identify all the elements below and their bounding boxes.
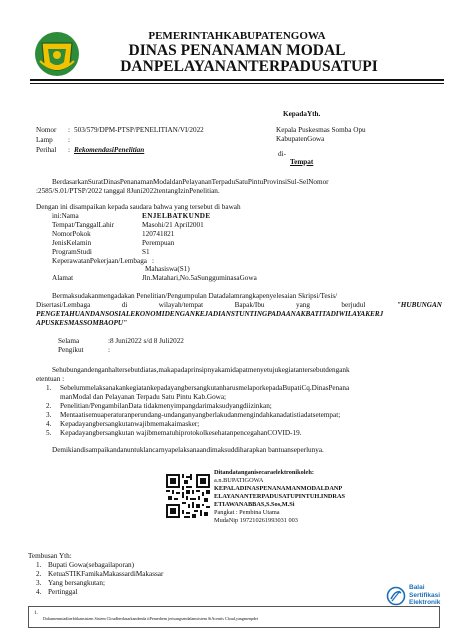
field-label: JenisKelamin [52,239,92,247]
field-label: Alamat [52,274,74,282]
para4-line2: etentuan : [36,375,65,383]
header-rule [30,79,444,81]
bsre-text-1: Balai [409,584,425,591]
bsre-text-2: Sertifikasi [409,591,441,599]
para3-line1: Bermaksudakanmengadakan Penelitian/Pengumpulan Datadalamrangkapenyelesaian Skripsi/Tesis/ [52,292,338,300]
cc-item: KetuaSTIKFamikaMakassardiMakassar [48,570,164,578]
cc-item: Yang bersangkutan; [48,579,105,587]
footer-disclaimer-box [28,606,440,628]
condition-number: 2. [46,402,52,410]
condition-text: Kepadayangbersangkutan wajibmematuhiprotokolkesehatanpencegahanCOVID-19. [60,429,302,437]
footer-text: Dokumenmiaditerbitkansistem Sistem Cloudberdasarkandenda tiPemerbem jerisangsendalamsistem SiAcentis Cloud,yangmenpdet [43,616,258,621]
recipient-place: Tempat [290,158,314,166]
signature-title-2: ELAYANANTERPADUSATUPINTUH.INDRAS [214,493,346,500]
research-title-line2: APUSKESMASSOMBAOPU" [36,319,128,327]
recipient-city: KabupatenGowa [276,135,325,143]
condition-text: Mentaatisemuaperaturanperundang-undanganyangberlakudanmengindahkanadatistiadatsetempat; [60,411,341,419]
recipient-name: Kepala Puskesmas Somba Opu [276,126,366,134]
condition-number: 5. [46,429,52,437]
condition-number: 4. [46,420,52,428]
nomor-label: Nomor [36,126,57,134]
field-value-program: S1 [142,248,150,256]
electronic-signature [214,469,398,527]
field-value-name: ENJELBATKUNDE [142,212,211,220]
field-value-address: Jln.Matahari,No.5aSungguminasaGowa [142,274,257,282]
bsre-text-3: Elektronik [409,599,441,606]
followers-label: Pengikut [58,346,84,354]
research-title-line1: PENGETAHUANDANSOSIALEKONOMIDENGANKEJADIANSTUNTINGPADAANAKBATITADIWILAYAKERJ [36,310,384,318]
footer-number: 1. [34,610,38,616]
closing-paragraph: Demikiandisampaikandanuntuklancarnyapelaksanaandimaksuddiharapkan bantuanseperlunya. [52,446,324,454]
bsre-logo [386,584,454,608]
cc-number: 1. [36,561,42,569]
header-agency-line2: DANPELAYANANTERPADUSATUPI [120,58,378,75]
cc-number: 4. [36,588,42,596]
field-label: NomorPokok [52,230,91,238]
signature-title-1: KEPALADINASPENANAMANMODALDANP [214,485,343,492]
recipient-salutation: KepadaYth. [283,110,321,118]
cc-title: Tembusan Yth: [28,552,72,560]
field-value-colon: : [152,257,154,265]
perihal-label: Perihal [36,146,57,154]
header-rule-thin [30,83,444,84]
header-agency: DINAS PENANAMAN MODAL [128,42,346,59]
qr-code [166,474,210,518]
cc-number: 3. [36,579,42,587]
period-label: Selama [58,337,80,345]
cc-item: Pertinggal [48,588,78,596]
field-value-gender: Perempuan [142,239,175,247]
signature-nip: MudaNip 197210261993031 003 [214,517,298,524]
cc-item: Bupati Gowa(sebagailaporan) [48,561,135,569]
para4-line1: Sehubungandenganhaltersebutdiatas,makapadaprinsipnyakamidapatmenyetujukegiatantersebutdengank [52,366,350,374]
period-value: :8 Juni2022 s/d 8 Juli2022 [108,337,184,345]
para1-line2: :2585/S.01/PTSP/2022 tanggal 8Juni2022tentangIzinPenelitian. [36,187,220,195]
condition-text: manModal dan Pelayanan Terpadu Satu Pintu Kab.Gowa; [60,393,227,401]
condition-number: 3. [46,411,52,419]
field-label: KeperawatanPekerjaan/Lembaga [52,257,147,265]
field-value-job: Mahasiswa(S1) [145,265,190,273]
lamp-label: Lamp [36,136,53,144]
condition-text: Kepadayangbersangkutanwajibmemakaimasker; [60,420,200,428]
signature-caption: Ditandatanganisecaraelektronikoleh: [214,469,314,476]
header-government: PEMERINTAHKABUPATENGOWA [148,30,326,42]
cc-number: 2. [36,570,42,578]
condition-text: Penelitian/PengambilanData tidakmenyimpangdarimaksudyangdiizinkan; [60,402,272,410]
condition-text: SebelummelaksanakankegiatankepadayangbersangkutanharusmelaporkepadaBupatiCq.DinasPenana [60,384,350,392]
para1-line1: BerdasarkanSuratDinasPenanamanModaldanPelayananTerpaduSatuPintuProvinsiSul-SelNomor [52,178,329,186]
followers-value: : [108,346,110,354]
condition-number: 1. [46,384,52,392]
signature-on-behalf: a.n.BUPATIGOWA [214,477,264,484]
signature-rank: Pangkat : Pembina Utama [214,509,280,516]
para2: Dengan ini disampaikan kepada saudara bahwa yang tersebut di bawah [36,203,241,211]
field-label: Tempat/TanggalLahir [52,221,115,229]
recipient-di: di- [278,150,286,158]
signature-name: ETIAWANABBAS,S.Sos,M.Si [214,501,295,508]
field-value-birth: Masohi/21 April2001 [142,221,204,229]
field-label: ProgramStudi [52,248,92,256]
field-value-nim: 120741821 [142,230,175,238]
para3-line2: Disertasi/Lembaga di wilayah/tempat Bapak/Ibu yang berjudul "HUBUNGAN [36,301,442,309]
nomor-value: 503/579/DPM-PTSP/PENELITIAN/VI/2022 [74,126,204,134]
field-label: ini:Nama [52,212,79,220]
bsre-icon [386,586,406,606]
perihal-value: RekomendasiPenelitian [74,146,145,154]
